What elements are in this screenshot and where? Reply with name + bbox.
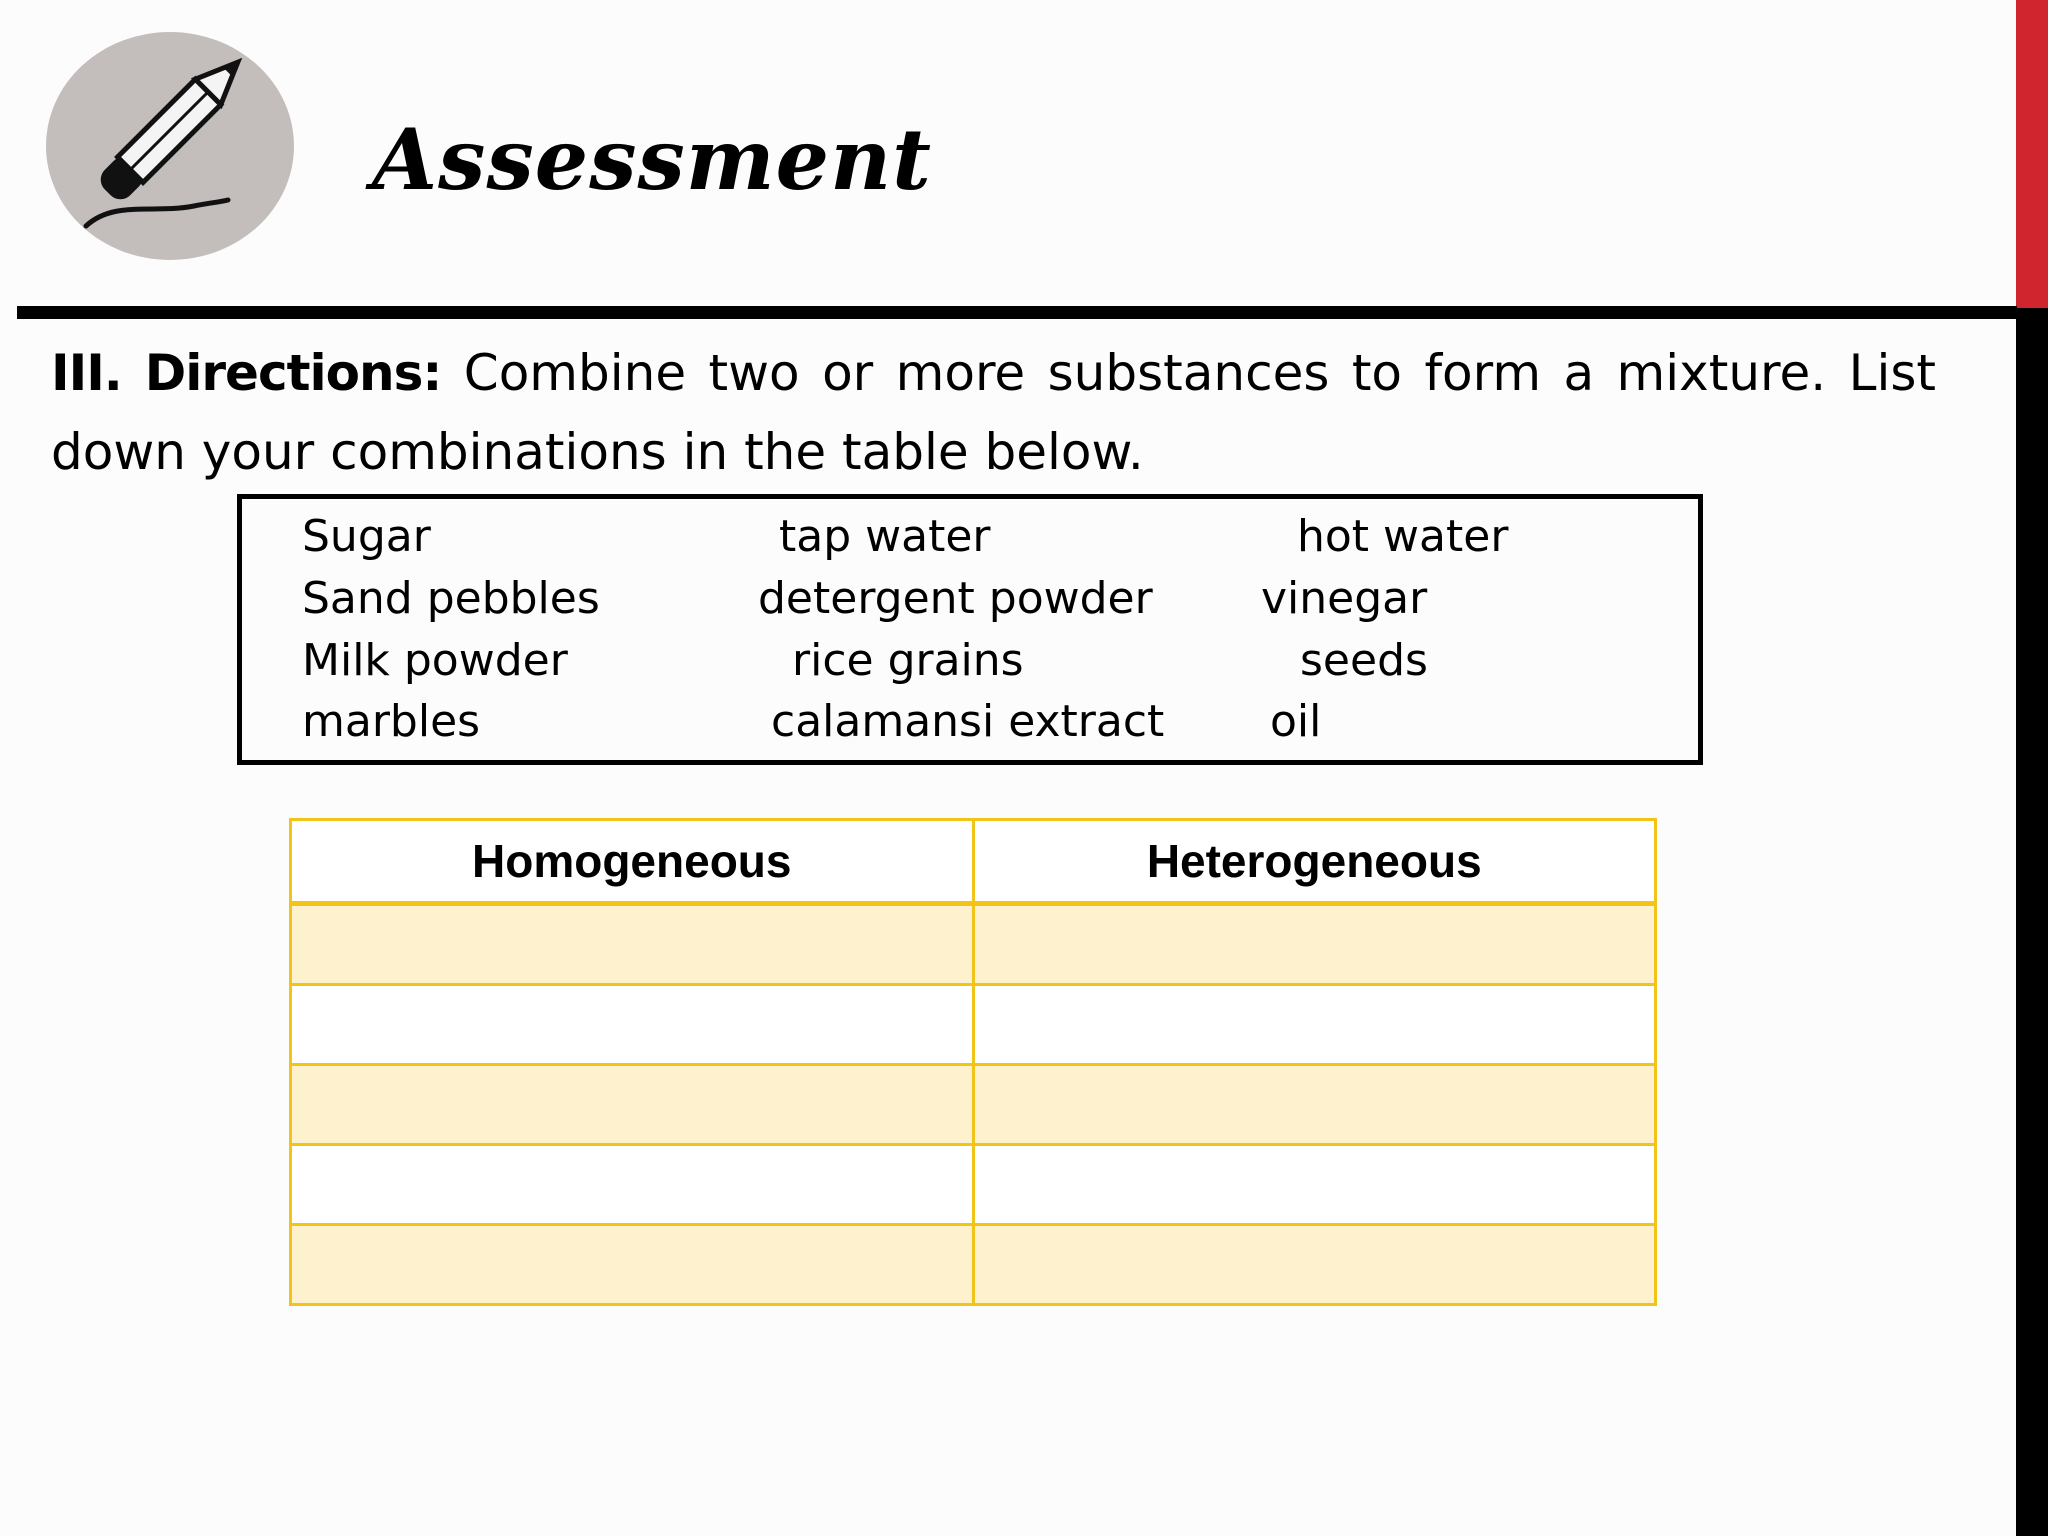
table-cell[interactable] xyxy=(973,1065,1656,1145)
table-cell[interactable] xyxy=(291,1145,974,1225)
header-divider xyxy=(17,306,2017,319)
pencil-icon xyxy=(44,30,296,262)
substance-item: marbles xyxy=(302,696,481,747)
table-header-row xyxy=(291,820,1656,904)
table-row xyxy=(291,1065,1656,1145)
table-cell[interactable] xyxy=(291,904,974,985)
mixtures-table xyxy=(289,818,1657,1306)
table-cell[interactable] xyxy=(973,904,1656,985)
table-cell[interactable] xyxy=(291,1225,974,1305)
header-homogeneous: Homogeneous xyxy=(291,820,974,904)
directions-paragraph xyxy=(51,334,1936,492)
table-cell[interactable] xyxy=(291,1065,974,1145)
substance-item: Sugar xyxy=(302,511,431,562)
substance-item: Milk powder xyxy=(302,635,568,686)
table-cell[interactable] xyxy=(973,1145,1656,1225)
directions-text: Combine two or more substances to form a mixture. List down your combinations in the table below. xyxy=(51,344,1936,481)
substance-item: oil xyxy=(1270,696,1322,747)
substance-item: tap water xyxy=(779,511,991,562)
substance-item: calamansi extract xyxy=(771,696,1165,747)
substance-item: detergent powder xyxy=(758,573,1153,624)
substance-item: Sand pebbles xyxy=(302,573,600,624)
table-row xyxy=(291,1145,1656,1225)
table-row xyxy=(291,985,1656,1065)
table-cell[interactable] xyxy=(291,985,974,1065)
header-heterogeneous: Heterogeneous xyxy=(973,820,1656,904)
slide-title: Assessment xyxy=(372,110,932,209)
accent-bar-red xyxy=(2016,0,2048,308)
substance-item: hot water xyxy=(1297,511,1509,562)
table-row xyxy=(291,1225,1656,1305)
directions-label: III. Directions: xyxy=(51,344,442,402)
substance-item: seeds xyxy=(1300,635,1428,686)
table-cell[interactable] xyxy=(973,985,1656,1065)
table-cell[interactable] xyxy=(973,1225,1656,1305)
substance-item: rice grains xyxy=(792,635,1024,686)
accent-bar-black xyxy=(2016,308,2048,1536)
table-row xyxy=(291,904,1656,985)
substance-item: vinegar xyxy=(1261,573,1428,624)
